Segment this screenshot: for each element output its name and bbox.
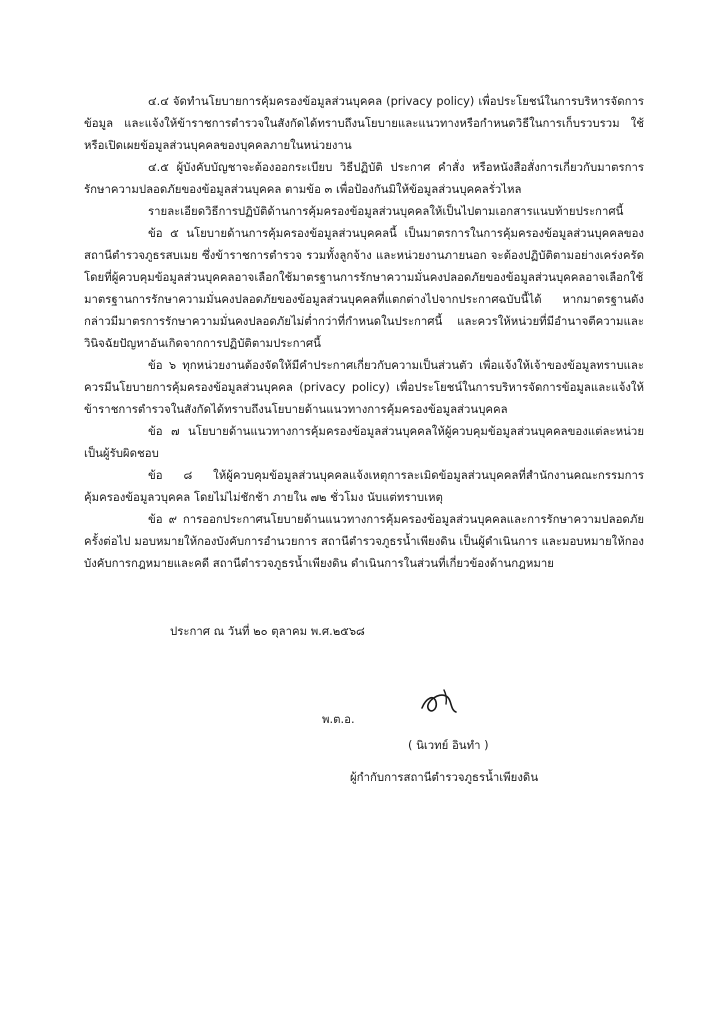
paragraph-4-5: ๔.๕ ผู้บังคับบัญชาจะต้องออกระเบียบ วิธีปฏิบัติ ประกาศ คำสั่ง หรือหนังสือสั่งการเกี่ยวกับมาตรการรักษาความปลอดภัยของข้อมูลส่วนบุคคล ตามข้อ ๓ เพื่อป้องกันมิให้ข้อมูลส่วนบุคคลรั่วไหล [84,160,644,196]
paragraph-clause-8: ข้อ ๘ ให้ผู้ควบคุมข้อมูลส่วนบุคคลแจ้งเหตุการละเมิดข้อมูลส่วนบุคคลที่สำนักงานคณะกรรมการคุ้มครองข้อมูลวบุคคล โดยไม่ไม่ชักช้า ภายใน ๗๒ ชั่วโมง นับแต่ทราบเหตุ [84,468,644,504]
announcement-date: ประกาศ ณ วันที่ ๒๐ ตุลาคม พ.ศ.๒๕๖๘ [170,624,365,638]
paragraph-clause-7: ข้อ ๗ นโยบายด้านแนวทางการคุ้มครองข้อมูลส่วนบุคคลให้ผู้ควบคุมข้อมูลส่วนบุคคลของแต่ละหน่วยเป็นผู้รับผิดชอบ [84,424,644,460]
document-body [84,90,644,574]
signatory-rank: พ.ต.อ. [322,712,355,726]
signatory-name: ( นิเวทย์ อินทำ ) [408,738,489,752]
paragraph-4-4: ๔.๔ จัดทำนโยบายการคุ้มครองข้อมูลส่วนบุคคล (privacy policy) เพื่อประโยชน์ในการบริหารจัดการข้อมูล และแจ้งให้ข้าราชการตำรวจในสังกัดได้ทราบถึงนโยบายและแนวทางหรือกำหนดวิธีในการเก็บรวบรวม ใช้ หรือเปิดเผยข้อมูลส่วนบุคคลของบุคคลภายในหน่วยงาน [84,94,644,152]
handwritten-signature [416,686,462,720]
paragraph-clause-5: ข้อ ๕ นโยบายด้านการคุ้มครองข้อมูลส่วนบุคคลนี้ เป็นมาตรการในการคุ้มครองข้อมูลส่วนบุคคลของสถานีตำรวจภูธรสบเมย ซึ่งข้าราชการตำรวจ รวมทั้งลูกจ้าง และหน่วยงานภายนอก จะต้องปฏิบัติตามอย่างเคร่งครัด โดยที่ผู้ควบคุมข้อมูลส่วนบุคคลอาจเลือกใช้มาตรฐานการรักษาความมั่นคงปลอดภัยของข้อมูลส่วนบุคคลอาจเลือกใช้มาตรฐานการรักษาความมั่นคงปลอดภัยของข้อมูลส่วนบุคคลที่แตกต่างไปจากประกาศฉบับนี้ได้ หากมาตรฐานดังกล่าวมีมาตรการรักษาความมั่นคงปลอดภัยไม่ต่ำกว่าที่กำหนดในประกาศนี้ และควรให้หน่วยที่มีอำนาจตีความและวินิจฉัยปัญหาอันเกิดจากการปฏิบัติตามประกาศนี้ [84,226,644,350]
paragraph-clause-6: ข้อ ๖ ทุกหน่วยงานต้องจัดให้มีคำประกาศเกี่ยวกับความเป็นส่วนตัว เพื่อแจ้งให้เจ้าของข้อมูลทราบและควรมีนโยบายการคุ้มครองข้อมูลส่วนบุคคล (privacy policy) เพื่อประโยชน์ในการบริหารจัดการข้อมูลและแจ้งให้ข้าราชการตำรวจในสังกัดได้ทราบถึงนโยบายด้านแนวทางการคุ้มครองข้อมูลส่วนบุคคล [84,358,644,416]
paragraph-attachment-note: รายละเอียดวิธีการปฏิบัติด้านการคุ้มครองข้อมูลส่วนบุคคลให้เป็นไปตามเอกสารแนบท้ายประกาศนี้ [148,204,624,218]
signatory-position: ผู้กำกับการสถานีตำรวจภูธรน้ำเพียงดิน [350,770,539,784]
paragraph-clause-9: ข้อ ๙ การออกประกาศนโยบายด้านแนวทางการคุ้มครองข้อมูลส่วนบุคคลและการรักษาความปลอดภัยครั้งต่อไป มอบหมายให้กองบังคับการอำนวยการ สถานีตำรวจภูธรน้ำเพียงดิน เป็นผู้ดำเนินการ และมอบหมายให้กองบังคับการกฎหมายและคดี สถานีตำรวจภูธรน้ำเพียงดิน ดำเนินการในส่วนที่เกี่ยวข้องด้านกฎหมาย [84,512,644,570]
